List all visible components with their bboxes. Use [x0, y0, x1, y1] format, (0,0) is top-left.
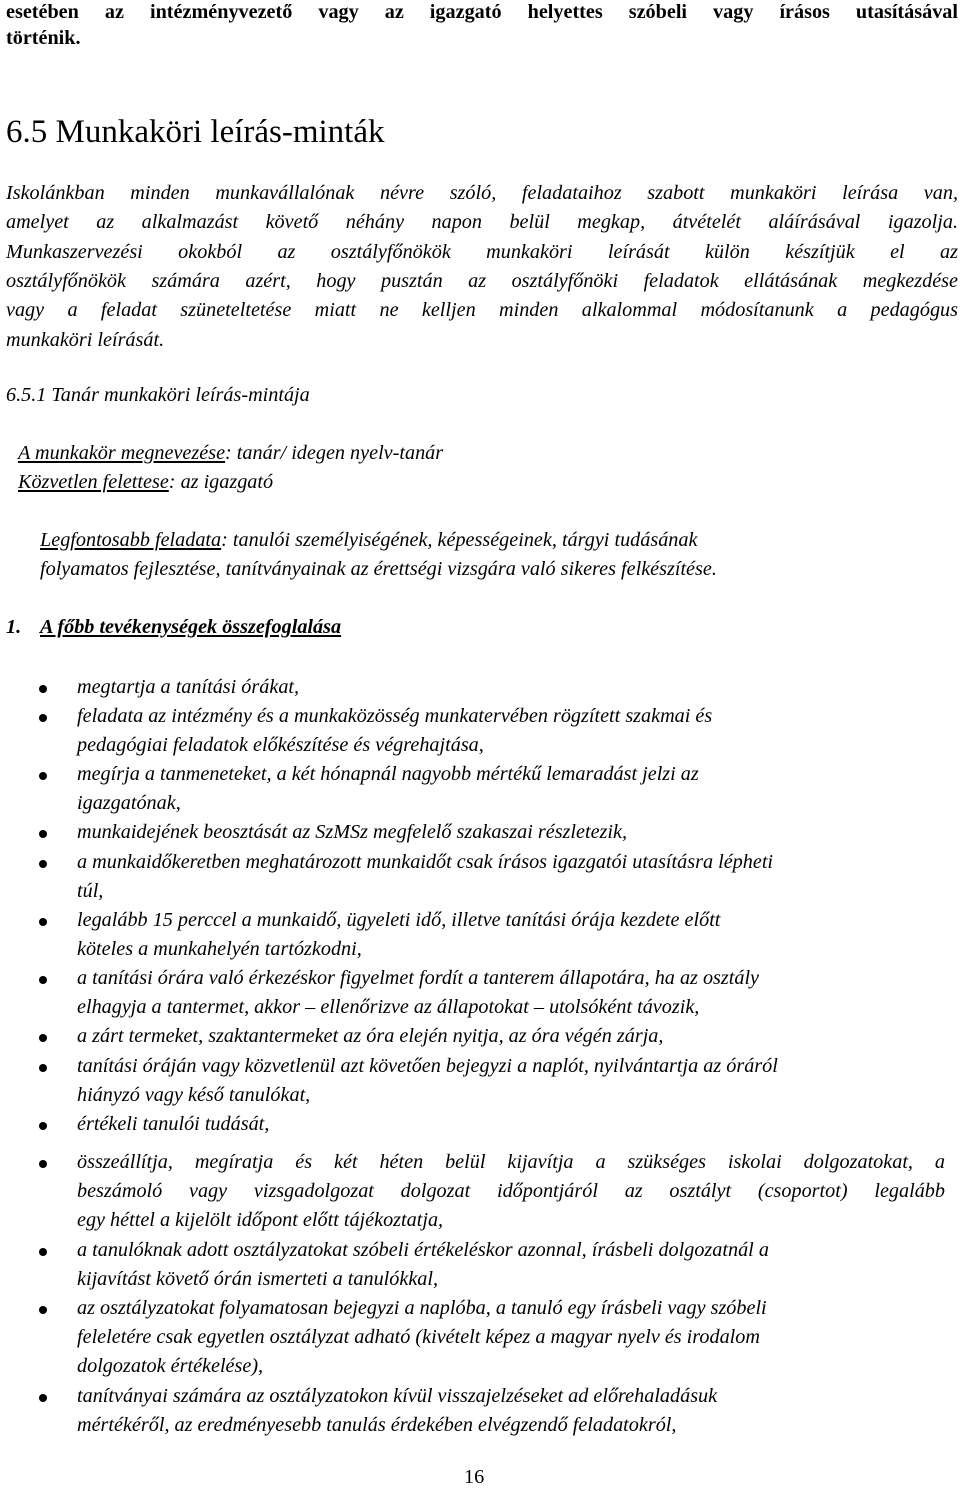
- bullet-icon: [39, 1064, 47, 1072]
- job-title-value: : tanár/ idegen nyelv-tanár: [225, 442, 444, 464]
- activities-heading: A főbb tevékenységek összefoglalása: [40, 616, 342, 638]
- list-item-text: beszámoló vagy vizsgadolgozat dolgozat időpontjáról az osztályt (csoportot) legalább: [77, 1180, 945, 1202]
- list-item-text: munkaidejének beosztását az SzMSz megfelelő szakaszai részletezik,: [77, 821, 628, 843]
- activities-number: 1.: [6, 616, 22, 638]
- list-item-text: megtartja a tanítási órákat,: [77, 676, 300, 698]
- list-item-text: elhagyja a tantermet, akkor – ellenőrizve az állapotokat – utolsóként távozik,: [77, 996, 700, 1018]
- paragraph-line: osztályfőnökök számára azért, hogy pusztán az osztályfőnöki feladatok ellátásának megkezdése: [6, 270, 958, 292]
- job-title-label: A munkakör megnevezése: [18, 442, 226, 464]
- bullet-icon: [39, 1306, 47, 1314]
- supervisor-row: [18, 472, 273, 492]
- list-item-text: értékeli tanulói tudását,: [77, 1113, 270, 1135]
- list-item-text: túl,: [77, 880, 104, 902]
- paragraph-line: amelyet az alkalmazást követő néhány napon belül megkap, átvételét aláírásával igazolja.: [6, 211, 958, 233]
- bullet-icon: [39, 1248, 47, 1256]
- paragraph-line: munkaköri leírását.: [6, 329, 165, 351]
- paragraph-line: Munkaszervezési okokból az osztályfőnökök munkaköri leírását külön készítjük el az: [6, 241, 958, 263]
- supervisor-value: : az igazgató: [168, 471, 274, 493]
- list-item-text: tanítványai számára az osztályzatokon kívül visszajelzéseket ad előrehaladásuk: [77, 1385, 718, 1407]
- bullet-icon: [39, 1394, 47, 1402]
- list-item-text: a munkaidőkeretben meghatározott munkaidőt csak írásos igazgatói utasításra lépheti: [77, 851, 774, 873]
- list-item-text: mértékéről, az eredményesebb tanulás érdekében elvégzendő feladatokról,: [77, 1414, 677, 1436]
- paragraph-line: vagy a feladat szüneteltetése miatt ne kelljen minden alkalommal módosítanunk a pedagógus: [6, 299, 958, 321]
- bullet-icon: [39, 976, 47, 984]
- bullet-icon: [39, 714, 47, 722]
- list-item-text: egy héttel a kijelölt időpont előtt tájékoztatja,: [77, 1209, 444, 1231]
- intro-line-1: esetében az intézményvezető vagy az igazgató helyettes szóbeli vagy írásos utasításával: [6, 1, 958, 23]
- bullet-icon: [39, 1160, 47, 1168]
- bullet-icon: [39, 860, 47, 868]
- main-task-label: Legfontosabb feladata: [40, 529, 222, 551]
- main-task-value: : tanulói személyiségének, képességeinek, tárgyi tudásának: [221, 529, 698, 551]
- list-item-text: legalább 15 perccel a munkaidő, ügyeleti idő, illetve tanítási órája kezdete előtt: [77, 909, 721, 931]
- list-item-text: az osztályzatokat folyamatosan bejegyzi a naplóba, a tanuló egy írásbeli vagy szóbeli: [77, 1297, 767, 1319]
- list-item-text: feladata az intézmény és a munkaközösség munkatervében rögzített szakmai és: [77, 705, 713, 727]
- bullet-icon: [39, 918, 47, 926]
- page-number: 16: [464, 1466, 485, 1488]
- paragraph-line: Iskolánkban minden munkavállalónak névre szóló, feladataihoz szabott munkaköri leírása van,: [6, 182, 958, 204]
- list-item-text: feleletére csak egyetlen osztályzat adható (kivételt képez a magyar nyelv és irodalom: [77, 1326, 760, 1348]
- main-task-line-2: folyamatos fejlesztése, tanítványainak az érettségi vizsgára való sikeres felkészítése.: [40, 558, 717, 580]
- list-item-text: a tanulóknak adott osztályzatokat szóbeli értékeléskor azonnal, írásbeli dolgozatnál a: [77, 1239, 769, 1261]
- list-item-text: pedagógiai feladatok előkészítése és végrehajtása,: [77, 734, 484, 756]
- bullet-icon: [39, 1122, 47, 1130]
- list-item-text: hiányzó vagy késő tanulókat,: [77, 1084, 311, 1106]
- supervisor-label: Közvetlen felettese: [18, 471, 169, 493]
- list-item-text: dolgozatok értékelése),: [77, 1355, 264, 1377]
- main-task-row: [40, 530, 697, 550]
- job-title-row: [18, 443, 443, 463]
- list-item-text: igazgatónak,: [77, 792, 181, 814]
- list-item-text: kijavítást követő órán ismerteti a tanulókkal,: [77, 1268, 439, 1290]
- list-item-text: a zárt termeket, szaktantermeket az óra elején nyitja, az óra végén zárja,: [77, 1025, 664, 1047]
- list-item-text: összeállítja, megíratja és két héten belül kijavítja a szükséges iskolai dolgozatokat, a: [77, 1151, 945, 1173]
- bullet-icon: [39, 685, 47, 693]
- subsection-heading: 6.5.1 Tanár munkaköri leírás-mintája: [6, 384, 310, 406]
- list-item-text: megírja a tanmeneteket, a két hónapnál nagyobb mértékű lemaradást jelzi az: [77, 763, 699, 785]
- list-item-text: a tanítási órára való érkezéskor figyelmet fordít a tanterem állapotára, ha az osztály: [77, 967, 760, 989]
- bullet-icon: [39, 772, 47, 780]
- section-heading: 6.5 Munkaköri leírás-minták: [6, 114, 385, 150]
- bullet-icon: [39, 1034, 47, 1042]
- list-item-text: köteles a munkahelyén tartózkodni,: [77, 938, 362, 960]
- intro-line-2: történik.: [6, 27, 81, 49]
- bullet-icon: [39, 830, 47, 838]
- list-item-text: tanítási óráján vagy közvetlenül azt követően bejegyzi a naplót, nyilvántartja az óráról: [77, 1055, 778, 1077]
